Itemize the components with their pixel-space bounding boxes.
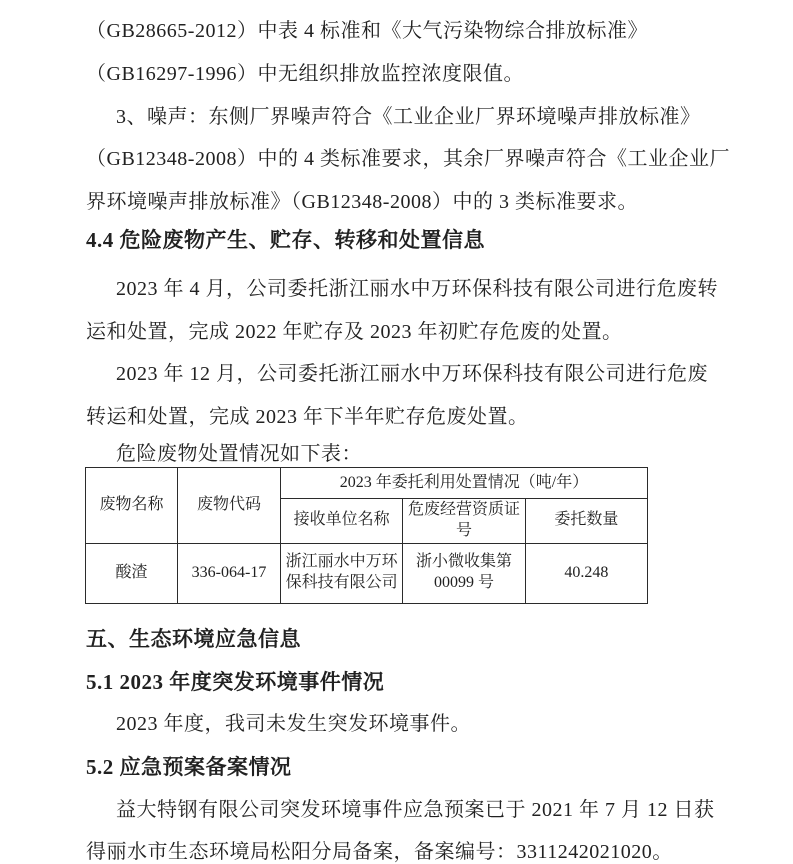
cell-waste-code: 336-064-17 (178, 543, 281, 603)
text-line-noise-3: 界环境噪声排放标准》（GB12348-2008）中的 3 类标准要求。 (86, 191, 638, 213)
table-subheader-license: 危废经营资质证号 (403, 499, 525, 544)
table-row (86, 543, 648, 603)
text-line-no-incident: 2023 年度，我司未发生突发环境事件。 (116, 713, 471, 735)
hazardous-waste-table (85, 467, 648, 604)
cell-receiver: 浙江丽水中万环保科技有限公司 (281, 543, 403, 603)
section-heading-5-2: 5.2 应急预案备案情况 (86, 755, 292, 779)
table-subheader-receiver: 接收单位名称 (281, 499, 403, 544)
table-subheader-quantity: 委托数量 (525, 499, 647, 544)
text-line-table-intro: 危险废物处置情况如下表： (116, 443, 362, 465)
text-line-gb28665: （GB28665-2012）中表 4 标准和《大气污染物综合排放标准》 (86, 20, 648, 42)
text-line-december-1: 2023 年 12 月，公司委托浙江丽水中万环保科技有限公司进行危废 (116, 363, 708, 385)
cell-quantity: 40.248 (525, 543, 647, 603)
section-heading-5: 五、生态环境应急信息 (86, 627, 301, 651)
text-line-april-2: 运和处置，完成 2022 年贮存及 2023 年初贮存危废的处置。 (86, 321, 623, 343)
text-line-noise-2: （GB12348-2008）中的 4 类标准要求，其余厂界噪声符合《工业企业厂 (86, 148, 730, 170)
cell-waste-name: 酸渣 (86, 543, 178, 603)
text-line-noise-1: 3、噪声：东侧厂界噪声符合《工业企业厂界环境噪声排放标准》 (116, 106, 701, 128)
table-header-waste-code: 废物代码 (178, 468, 281, 544)
table-header-disposal-span: 2023 年委托利用处置情况（吨/年） (281, 468, 648, 499)
text-line-april-1: 2023 年 4 月，公司委托浙江丽水中万环保科技有限公司进行危废转 (116, 278, 718, 300)
section-heading-4-4: 4.4 危险废物产生、贮存、转移和处置信息 (86, 228, 485, 252)
section-heading-5-1: 5.1 2023 年度突发环境事件情况 (86, 670, 385, 694)
table-header-waste-name: 废物名称 (86, 468, 178, 544)
text-line-gb16297: （GB16297-1996）中无组织排放监控浓度限值。 (86, 63, 524, 85)
text-line-december-2: 转运和处置，完成 2023 年下半年贮存危废处置。 (86, 406, 529, 428)
cell-license: 浙小微收集第 00099 号 (403, 543, 525, 603)
text-line-plan-2: 得丽水市生态环境局松阳分局备案，备案编号：3311242021020。 (86, 841, 673, 863)
text-line-plan-1: 益大特钢有限公司突发环境事件应急预案已于 2021 年 7 月 12 日获 (116, 799, 715, 821)
